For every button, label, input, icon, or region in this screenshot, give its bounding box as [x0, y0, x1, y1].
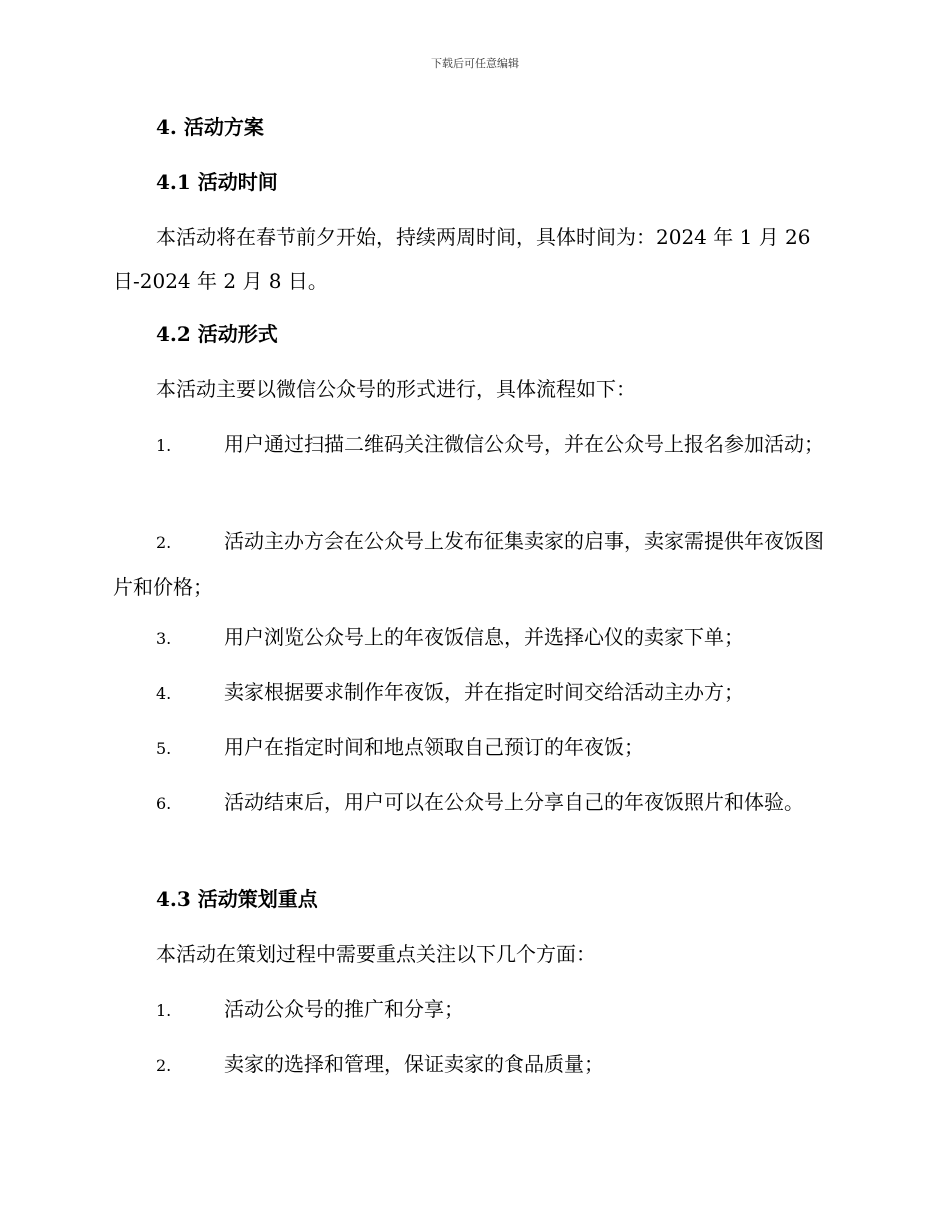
list-item-text: 用户浏览公众号上的年夜饭信息，并选择心仪的卖家下单；: [224, 625, 744, 649]
list-item: [113, 615, 835, 661]
list-item-number: 2.: [156, 533, 172, 552]
list-item-text: 用户通过扫描二维码关注微信公众号，并在公众号上报名参加活动；: [224, 432, 824, 456]
list-item: [113, 1042, 835, 1088]
list-item-number: 2.: [156, 1056, 172, 1075]
list-item: [113, 780, 835, 826]
list-item: [113, 725, 835, 771]
list-item-text: 用户在指定时间和地点领取自己预订的年夜饭；: [224, 735, 644, 759]
list-item-number: 1.: [156, 1001, 172, 1020]
list-item-text: 活动公众号的推广和分享；: [224, 997, 464, 1021]
section-4-3-intro: 本活动在策划过程中需要重点关注以下几个方面：: [156, 942, 596, 966]
list-item-number: 3.: [156, 629, 172, 648]
section-4-1-heading: 4.1 活动时间: [156, 170, 278, 194]
list-item: [113, 987, 835, 1033]
section-4-2-intro: 本活动主要以微信公众号的形式进行，具体流程如下：: [156, 377, 636, 401]
list-item-text: 卖家根据要求制作年夜饭，并在指定时间交给活动主办方；: [224, 680, 744, 704]
section-4-3-heading: 4.3 活动策划重点: [156, 887, 318, 911]
list-item-number: 6.: [156, 794, 172, 813]
list-item: [113, 519, 835, 609]
list-item-text: 活动主办方会在公众号上发布征集卖家的启事，卖家需提供年夜饭图片和价格；: [113, 529, 824, 599]
list-item-number: 5.: [156, 739, 172, 758]
list-item: [113, 422, 835, 468]
list-item-number: 4.: [156, 684, 172, 703]
section-4-heading: 4. 活动方案: [156, 115, 264, 139]
list-item: [113, 670, 835, 716]
list-item-text: 活动结束后，用户可以在公众号上分享自己的年夜饭照片和体验。: [224, 790, 804, 814]
list-item-number: 1.: [156, 436, 172, 455]
section-4-2-heading: 4.2 活动形式: [156, 322, 278, 346]
list-item-text: 卖家的选择和管理，保证卖家的食品质量；: [224, 1052, 604, 1076]
section-4-1-text: 本活动将在春节前夕开始，持续两周时间，具体时间为：2024 年 1 月 26 日-2024 年 2 月 8 日。: [113, 225, 811, 293]
header-note: 下载后可任意编辑: [431, 57, 519, 70]
